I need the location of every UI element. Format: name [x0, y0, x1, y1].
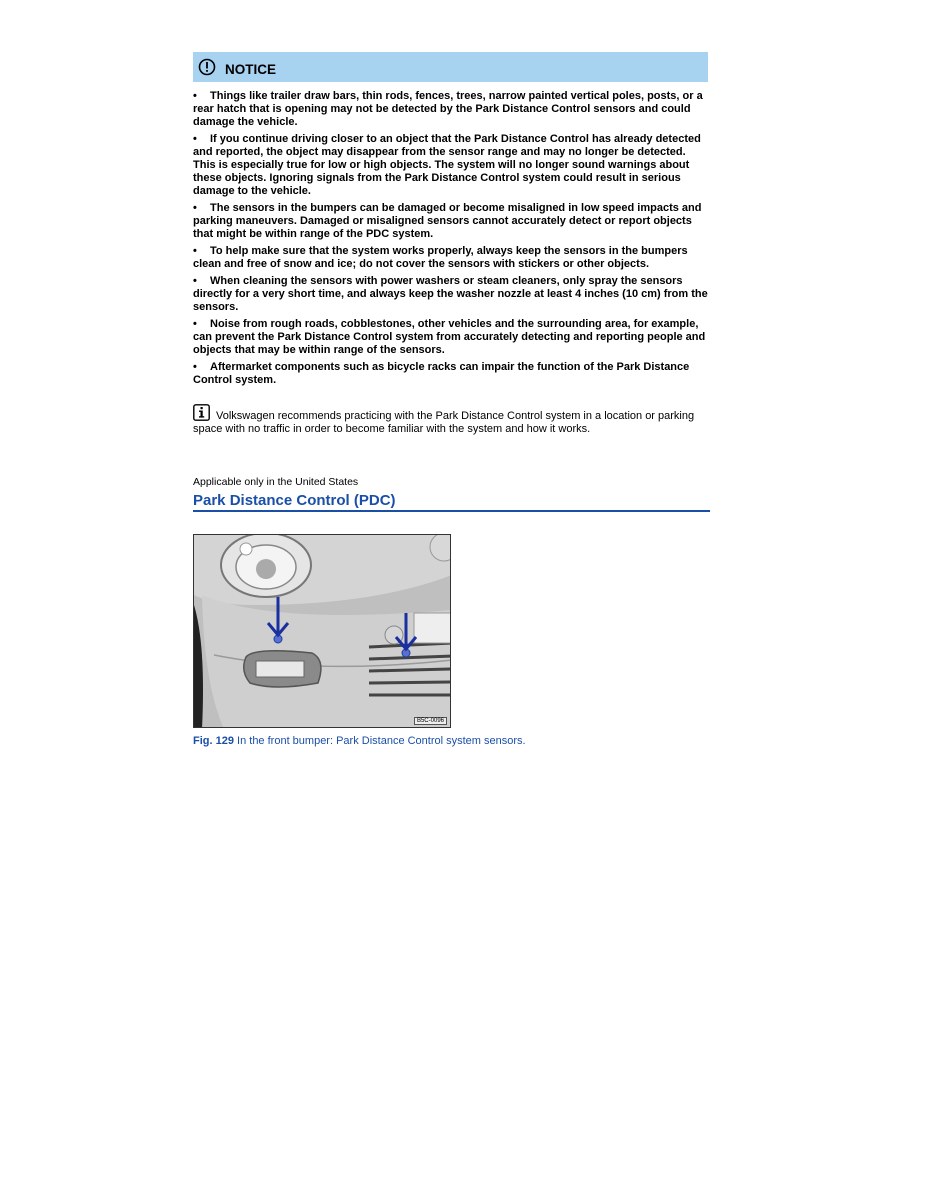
bumper-sensor-figure: [193, 534, 451, 728]
notice-item: • If you continue driving closer to an object that the Park Distance Control has already detected and reported, the object may disappear from the sensor range and may no longer be detected. This is especially true for low or high objects. The system will no longer sound warnings about these objects. Ignoring signals from the Park Distance Control system could result in serious damage to the vehicle.: [193, 133, 701, 197]
notice-title: NOTICE: [225, 61, 277, 77]
notice-list: [193, 90, 711, 391]
notice-item: • Things like trailer draw bars, thin rods, fences, trees, narrow painted vertical poles, posts, or a rear hatch that is opening may not be detected by the Park Distance Control sensors and could damage the vehicle.: [193, 90, 703, 128]
figure-caption: [193, 735, 526, 747]
bumper-illustration: [194, 535, 451, 728]
applicability-note: Applicable only in the United States: [193, 476, 359, 488]
notice-item: • Noise from rough roads, cobblestones, other vehicles and the surrounding area, for example, can prevent the Park Distance Control system from accurately detecting and reporting people and objects that may be within range of the sensors.: [193, 318, 706, 356]
notice-item: • The sensors in the bumpers can be damaged or become misaligned in low speed impacts and parking maneuvers. Damaged or misaligned sensors cannot accurately detect or report objects that might be within range of the PDC system.: [193, 202, 702, 240]
tip-text: Volkswagen recommends practicing with the Park Distance Control system in a location or parking space with no traffic in order to become familiar with the system and how it works.: [193, 410, 695, 435]
info-icon: [193, 404, 210, 421]
warning-icon: [198, 58, 216, 76]
section-title: Park Distance Control (PDC): [193, 492, 710, 512]
notice-item: • To help make sure that the system works properly, always keep the sensors in the bumpers clean and free of snow and ice; do not cover the sensors with stickers or other objects.: [193, 245, 688, 270]
notice-header: [193, 52, 708, 82]
figure-code: B5C-0096: [414, 717, 447, 725]
caption-label: Fig. 129: [193, 735, 234, 747]
tip-note: [193, 404, 708, 436]
notice-item: • When cleaning the sensors with power washers or steam cleaners, only spray the sensors directly for a very short time, and always keep the washer nozzle at least 4 inches (10 cm) from the sensors.: [193, 275, 708, 313]
notice-item: • Aftermarket components such as bicycle racks can impair the function of the Park Distance Control system.: [193, 361, 690, 386]
caption-text: In the front bumper: Park Distance Control system sensors.: [237, 735, 526, 747]
